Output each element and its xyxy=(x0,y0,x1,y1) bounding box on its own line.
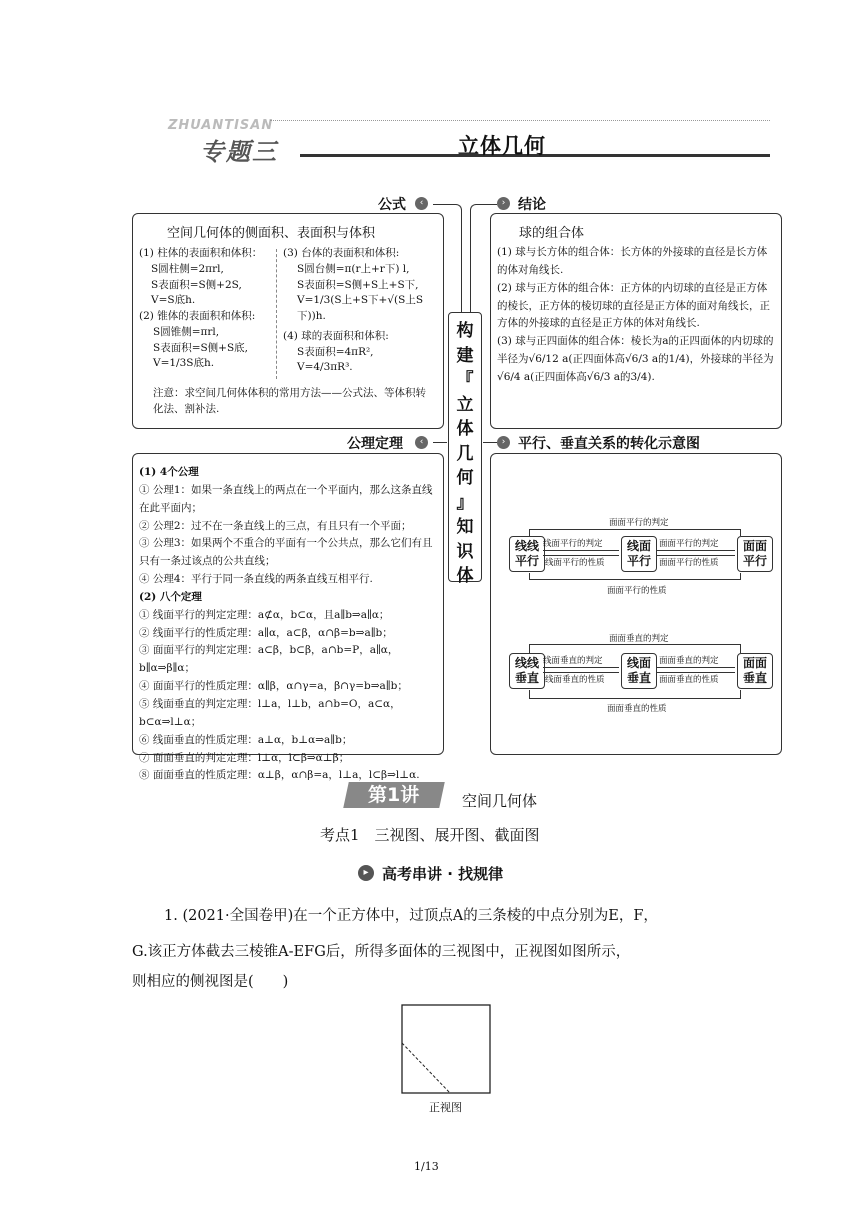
node-line-line-perp: 线线垂直 xyxy=(509,653,545,689)
loop-line xyxy=(529,529,741,536)
conclusion-box xyxy=(490,213,782,429)
axiom-box xyxy=(132,453,444,782)
arrow-label: 面面垂直的性质 xyxy=(659,675,719,685)
connector xyxy=(483,442,497,443)
axiom-line: ② 公理2：过不在一条直线上的三点，有且只有一个平面； xyxy=(139,519,412,532)
axiom-line: ① 线面平行的判定定理：a⊄α，b⊂α，且a∥b⇒a∥α； xyxy=(139,608,390,621)
conclusion-label: 结论 xyxy=(518,197,546,213)
connector xyxy=(433,442,447,443)
node-line-line-parallel: 线线平行 xyxy=(509,536,545,572)
axiom-line: (2) 八个定理 xyxy=(139,590,202,603)
chevron-left-icon: ‹ xyxy=(415,197,428,210)
node-line-plane-perp: 线面垂直 xyxy=(621,653,657,689)
axiom-label: 公理定理 xyxy=(347,436,403,452)
question-line: G.该正方体截去三棱锥A-EFG后，所得多面体的三视图中，正视图如图所示， xyxy=(132,944,631,960)
center-char: 』 xyxy=(456,492,474,513)
arrow-right xyxy=(543,667,619,668)
node-line-plane-parallel: 线面平行 xyxy=(621,536,657,572)
conclusion-lines xyxy=(497,244,777,387)
axiom-line: ① 公理1：如果一条直线上的两点在一个平面内，那么这条直线在此平面内； xyxy=(139,483,433,514)
header xyxy=(160,112,772,172)
arrow-right xyxy=(543,550,619,551)
arrow-left xyxy=(543,555,619,556)
axiom-line: ⑥ 线面垂直的性质定理：a⊥α，b⊥α⇒a∥b； xyxy=(139,733,353,746)
axiom-line: (1) 4个公理 xyxy=(139,466,199,478)
center-char: 立 xyxy=(456,394,474,415)
formula-line: S表面积=S侧+S底, xyxy=(153,341,249,354)
page-title: 立体几何 xyxy=(458,134,546,158)
center-vertical-title xyxy=(448,312,482,586)
loop-line xyxy=(529,644,741,653)
question-line: 则相应的侧视图是( ) xyxy=(132,974,289,990)
formula-line: S圆锥侧=πrl, xyxy=(153,325,220,338)
formula-line: V=S底h. xyxy=(151,294,196,307)
diagram-label: 面面垂直的判定 xyxy=(609,634,669,644)
chevron-right-icon: › xyxy=(497,197,510,210)
formula-note: 注意：求空间几何体体积的常用方法——公式法、等体积转化法、割补法. xyxy=(153,387,426,415)
arrow-label: 线面垂直的判定 xyxy=(543,656,603,666)
conclusion-box-title: 球的组合体 xyxy=(519,226,585,241)
formula-line: S表面积=4πR², xyxy=(297,345,374,358)
arrow-right xyxy=(657,667,735,668)
figure-caption: 正视图 xyxy=(429,1101,462,1114)
axiom-lines xyxy=(139,464,437,785)
chevron-right-icon: › xyxy=(497,436,510,449)
section-banner: 高考串讲 · 找规律 xyxy=(382,865,504,883)
arrow-label: 线面平行的判定 xyxy=(543,539,603,549)
formula-line: V=1/3(S上+S下+√(S上S下))h. xyxy=(297,294,424,322)
arrow-left xyxy=(657,672,735,673)
chevron-left-icon: ‹ xyxy=(415,436,428,449)
conclusion-line: (2) 球与正方体的组合体：正方体的内切球的直径是正方体的棱长，正方体的棱切球的直径是正方体的面对角线长，正方体的外接球的直径是正方体的体对角线长. xyxy=(497,281,770,330)
axiom-line: ⑦ 面面垂直的判定定理：l⊥α，l⊂β⇒α⊥β； xyxy=(139,751,350,764)
question-line: 1. (2021·全国卷甲)在一个正方体中，过顶点A的三条棱的中点分别为E，F， xyxy=(164,908,658,924)
loop-line xyxy=(529,573,741,580)
diagram-label: 面面平行的性质 xyxy=(607,586,667,596)
formula-right-column xyxy=(283,246,443,376)
center-char: 『 xyxy=(456,370,474,390)
center-char: 何 xyxy=(456,468,474,488)
lecture-title: 空间几何体 xyxy=(462,792,538,810)
center-char: 几 xyxy=(456,443,474,464)
diagram-box xyxy=(490,453,782,755)
conclusion-line: (1) 球与长方体的组合体：长方体的外接球的直径是长方体的体对角线长. xyxy=(497,246,768,276)
kaodian: 考点1 三视图、展开图、截面图 xyxy=(320,826,540,844)
axiom-line: ② 线面平行的性质定理：a∥α，a⊂β，α∩β=b⇒a∥b； xyxy=(139,626,393,639)
center-char: 构 xyxy=(456,321,474,341)
arrow-label: 面面平行的性质 xyxy=(659,558,719,568)
diagram-label: 面面平行的判定 xyxy=(609,518,669,528)
loop-line xyxy=(529,690,741,699)
node-plane-plane-perp: 面面垂直 xyxy=(737,653,773,689)
formula-box-title: 空间几何体的侧面积、表面积与体积 xyxy=(167,226,376,241)
center-char: 知 xyxy=(456,517,474,537)
arrow-label: 面面垂直的判定 xyxy=(659,656,719,666)
axiom-line: ④ 面面平行的性质定理：α∥β，α∩γ=a，β∩γ=b⇒a∥b； xyxy=(139,680,408,693)
formula-label: 公式 xyxy=(378,197,406,213)
axiom-line: ⑤ 线面垂直的判定定理：l⊥a，l⊥b，a∩b=O，a⊂α，b⊂α⇒l⊥α； xyxy=(139,697,401,728)
arrow-label: 面面平行的判定 xyxy=(659,539,719,549)
formula-line: V=4/3πR³. xyxy=(297,361,353,374)
formula-line: S表面积=S侧+S上+S下, xyxy=(297,278,419,291)
center-char: 建 xyxy=(456,345,474,366)
node-plane-plane-parallel: 面面平行 xyxy=(737,536,773,572)
conclusion-line: (3) 球与正四面体的组合体：棱长为a的正四面体的内切球的半径为√6/12 a(正四面体高√6/3 a的1/4)，外接球的半径为√6/4 a(正四面体高√6/3 a的3/4). xyxy=(497,335,774,383)
front-view-figure xyxy=(400,1003,495,1098)
header-dotted-rule xyxy=(270,120,770,121)
header-pinyin: ZHUANTISAN xyxy=(168,118,274,133)
formula-line: (4) 球的表面积和体积: xyxy=(283,329,389,342)
arrow-label: 线面垂直的性质 xyxy=(545,675,605,685)
formula-left-column xyxy=(139,246,277,372)
lecture-badge-text: 第1讲 xyxy=(368,784,420,806)
formula-line: S圆台侧=π(r上+r下) l, xyxy=(297,262,410,275)
header-topic-label: 专题三 xyxy=(200,138,278,166)
parallel-label: 平行、垂直关系的转化示意图 xyxy=(518,436,700,452)
arrow-label: 线面平行的性质 xyxy=(545,558,605,568)
formula-line: S圆柱侧=2πrl, xyxy=(151,262,224,275)
formula-line: (1) 柱体的表面积和体积： xyxy=(139,247,263,259)
arrow-left xyxy=(543,672,619,673)
formula-line: (3) 台体的表面积和体积: xyxy=(283,247,400,259)
center-char: 体 xyxy=(456,419,474,439)
axiom-line: ④ 公理4：平行于同一条直线的两条直线互相平行. xyxy=(139,573,373,586)
arrow-right xyxy=(657,550,735,551)
formula-line: (2) 锥体的表面积和体积: xyxy=(139,310,256,322)
diagram-label: 面面垂直的性质 xyxy=(607,704,667,714)
lecture-badge xyxy=(343,782,445,808)
page-number: 1/13 xyxy=(414,1160,439,1173)
center-char: 识 xyxy=(456,541,474,562)
formula-box xyxy=(132,213,444,429)
formula-line: V=1/3S底h. xyxy=(153,357,215,370)
arrow-left xyxy=(657,555,735,556)
formula-line: S表面积=S侧+2S, xyxy=(151,278,242,291)
banner-icon: ▸ xyxy=(358,865,374,881)
axiom-line: ③ 公理3：如果两个不重合的平面有一个公共点，那么它们有且只有一条过该点的公共直线； xyxy=(139,537,433,568)
center-char: 体 xyxy=(456,566,474,586)
axiom-line: ⑧ 面面垂直的性质定理：α⊥β，α∩β=a，l⊥a，l⊂β⇒l⊥α. xyxy=(139,769,420,782)
axiom-line: ③ 面面平行的判定定理：a⊂β，b⊂β，a∩b=P，a∥α，b∥α⇒β∥α； xyxy=(139,644,399,675)
